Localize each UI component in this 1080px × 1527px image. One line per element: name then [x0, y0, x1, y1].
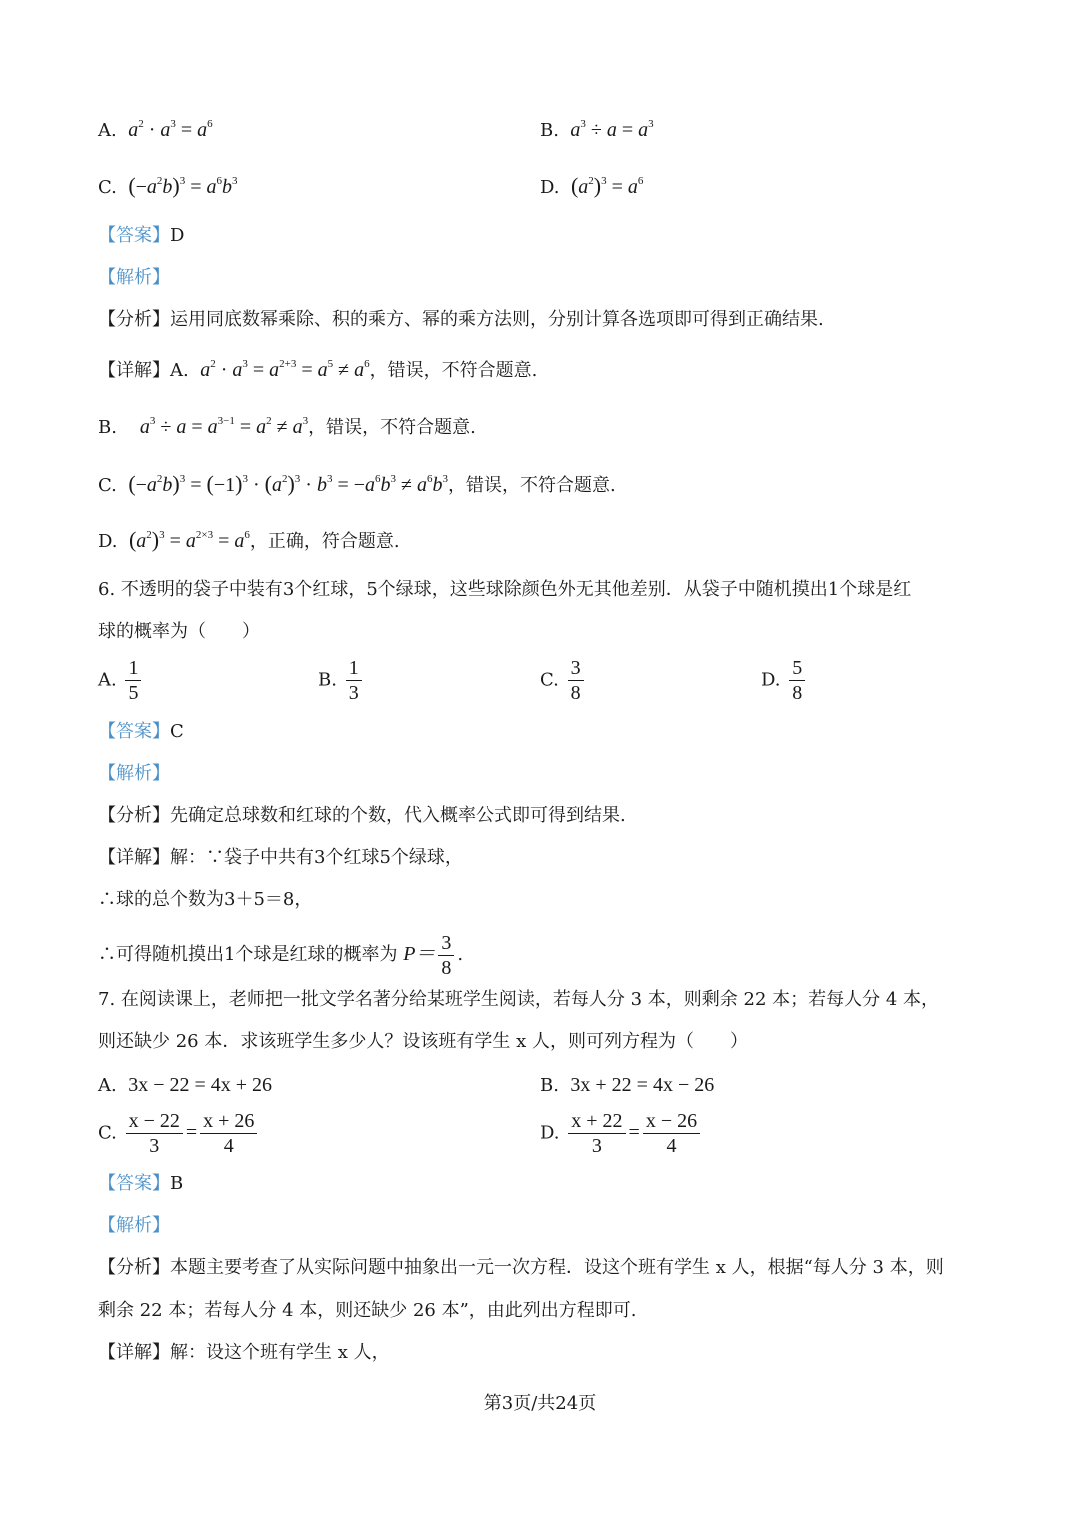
- detail-text: 解：∵袋子中共有3个红球5个绿球，: [170, 847, 463, 868]
- p-symbol: P＝: [403, 943, 436, 965]
- q7-stem-line-2: 则还缺少 26 本．求该班学生多少人？设该班有学生 x 人，则可列方程为（ ）: [98, 1031, 748, 1052]
- q6-option-c: [540, 656, 587, 705]
- option-label: D.: [540, 177, 560, 198]
- q7-jiexi: [98, 1214, 170, 1238]
- q5-jiexi: [98, 266, 170, 290]
- q7-analysis-line-1: [98, 1256, 944, 1280]
- option-label: D.: [761, 669, 781, 691]
- numerator: x − 26: [643, 1109, 700, 1134]
- q5-option-d: [540, 174, 643, 200]
- numerator: 5: [789, 656, 805, 681]
- numerator: x − 22: [126, 1109, 183, 1134]
- answer-tag: 【答案】: [98, 1173, 170, 1194]
- q6-option-d: [761, 656, 808, 705]
- page-footer: 第3页/共24页: [483, 1393, 597, 1414]
- fraction: [438, 931, 454, 980]
- formula: $a^2 \cdot a^3 = a^{2+3} = a^5 \ne a^6$: [200, 358, 370, 381]
- q5-option-c: [98, 174, 238, 200]
- q5-detail-c: [98, 472, 616, 498]
- option-label: C.: [98, 177, 117, 198]
- step-text: ，错误，不符合题意.: [369, 360, 538, 381]
- numerator: 3: [568, 656, 584, 681]
- q6-jiexi: [98, 762, 170, 786]
- q7-analysis-line-2: 剩余 22 本；若每人分 4 本，则还缺少 26 本”，由此列出方程即可.: [98, 1300, 637, 1321]
- formula: $a^3 \div a = a^{3-1} = a^2 \ne a^3$: [139, 415, 309, 438]
- denominator: 3: [348, 682, 359, 704]
- answer-tag: 【答案】: [98, 225, 170, 246]
- denominator: 5: [128, 682, 139, 704]
- formula: $(-a^2b)^3 = a^6b^3$: [128, 173, 238, 198]
- q7-option-b: [540, 1073, 714, 1098]
- analysis-tag: 【分析】: [98, 805, 170, 826]
- q5-option-a: [98, 118, 213, 143]
- probability-label: [403, 943, 435, 965]
- option-label: A.: [98, 669, 117, 691]
- detail-tag: 【详解】: [98, 847, 170, 868]
- q6-analysis: [98, 804, 626, 828]
- q6-detail-1: [98, 846, 463, 870]
- q7-option-c: C. $\frac{x - 22}{3}$ = $\frac{x + 26}{4}$: [98, 1109, 260, 1158]
- formula: $(a^2)^3 = a^{2\times 3} = a^6$: [128, 527, 250, 552]
- q6-option-a: [98, 656, 144, 705]
- denominator: 8: [792, 682, 803, 704]
- option-label: A.: [98, 1075, 117, 1096]
- q5-analysis: [98, 308, 824, 332]
- option-label: C.: [540, 669, 559, 691]
- fraction: [125, 656, 141, 705]
- denominator: 4: [223, 1135, 234, 1157]
- q6-stem-line-2: 球的概率为（ ）: [98, 621, 260, 642]
- answer-value: C: [170, 721, 184, 742]
- q6-detail-3: [98, 924, 463, 985]
- q7-option-a: [98, 1073, 272, 1098]
- fraction: [643, 1109, 700, 1158]
- analysis-tag: 【分析】: [98, 309, 170, 330]
- jiexi-tag: 【解析】: [98, 1215, 170, 1236]
- q6-detail-2: ∴球的总个数为3＋5＝8，: [98, 889, 313, 910]
- q5-detail-d: [98, 528, 400, 554]
- detail-tag: 【详解】: [98, 1342, 170, 1363]
- option-label: C.: [98, 1122, 117, 1144]
- q7-option-d: D. $\frac{x + 22}{3}$ = $\frac{x - 26}{4}$: [540, 1109, 703, 1158]
- step-label: B.: [98, 417, 117, 438]
- fraction: [200, 1109, 257, 1158]
- denominator: 3: [149, 1135, 160, 1157]
- formula: $(-a^2b)^3 = (-1)^3 \cdot (a^2)^3 \cdot b^3 = -a^6b^3 \ne a^6b^3$: [128, 471, 449, 496]
- jiexi-tag: 【解析】: [98, 267, 170, 288]
- option-label: B.: [540, 1075, 559, 1096]
- numerator: 3: [438, 931, 454, 956]
- period: .: [457, 944, 464, 965]
- equation: 3x + 22 = 4x − 26: [570, 1074, 715, 1096]
- formula: $a^2 \cdot a^3 = a^6$: [128, 118, 213, 141]
- q7-stem-line-1: 7. 在阅读课上，老师把一批文学名著分给某班学生阅读，若每人分 3 本，则剩余 22 本；若每人分 4 本，: [98, 989, 940, 1010]
- formula: $a^3 \div a = a^3$: [570, 118, 654, 141]
- q5-detail-b: [98, 415, 476, 440]
- numerator: x + 22: [568, 1109, 625, 1134]
- detail-text: ∴可得随机摸出1个球是红球的概率为: [98, 944, 398, 965]
- fraction: [789, 656, 805, 705]
- answer-tag: 【答案】: [98, 721, 170, 742]
- q7-answer: [98, 1172, 183, 1196]
- step-text: ，错误，不符合题意.: [448, 475, 616, 496]
- answer-value: D: [170, 225, 185, 246]
- step-label: A.: [170, 360, 189, 381]
- numerator: 1: [125, 656, 141, 681]
- answer-value: B: [170, 1173, 184, 1194]
- q6-answer: [98, 720, 184, 744]
- q5-option-b: [540, 118, 654, 143]
- numerator: 1: [346, 656, 362, 681]
- detail-tag: 【详解】: [98, 360, 170, 381]
- equation: 3x − 22 = 4x + 26: [128, 1074, 273, 1096]
- step-text: ，错误，不符合题意.: [308, 417, 476, 438]
- option-label: D.: [540, 1122, 560, 1144]
- fraction: [568, 1109, 625, 1158]
- q5-answer: [98, 224, 184, 248]
- denominator: 8: [441, 956, 452, 979]
- step-label: C.: [98, 475, 117, 496]
- option-label: B.: [318, 669, 337, 691]
- q6-stem-line-1: 6. 不透明的袋子中装有3个红球，5个绿球，这些球除颜色外无其他差别．从袋子中随机摸出1个球是红: [98, 579, 912, 600]
- step-label: D.: [98, 531, 118, 552]
- denominator: 8: [570, 682, 581, 704]
- analysis-tag: 【分析】: [98, 1257, 170, 1278]
- fraction: [346, 656, 362, 705]
- numerator: x + 26: [200, 1109, 257, 1134]
- analysis-text: 运用同底数幂乘除、积的乘方、幂的乘方法则，分别计算各选项即可得到正确结果.: [170, 309, 824, 330]
- option-label: B.: [540, 120, 559, 141]
- step-text: ，正确，符合题意.: [249, 531, 400, 552]
- q6-option-b: [318, 656, 365, 705]
- fraction: [568, 656, 584, 705]
- jiexi-tag: 【解析】: [98, 763, 170, 784]
- denominator: 4: [666, 1135, 677, 1157]
- analysis-text: 先确定总球数和红球的个数，代入概率公式即可得到结果.: [170, 805, 626, 826]
- option-label: A.: [98, 120, 117, 141]
- denominator: 3: [591, 1135, 602, 1157]
- formula: $(a^2)^3 = a^6$: [570, 173, 644, 198]
- detail-text: 解：设这个班有学生 x 人，: [170, 1342, 390, 1363]
- fraction: [126, 1109, 183, 1158]
- analysis-text: 本题主要考查了从实际问题中抽象出一元一次方程．设这个班有学生 x 人，根据“每人分 3 本，则: [170, 1257, 944, 1278]
- q7-detail-1: [98, 1341, 390, 1365]
- q5-detail-a: [98, 358, 537, 383]
